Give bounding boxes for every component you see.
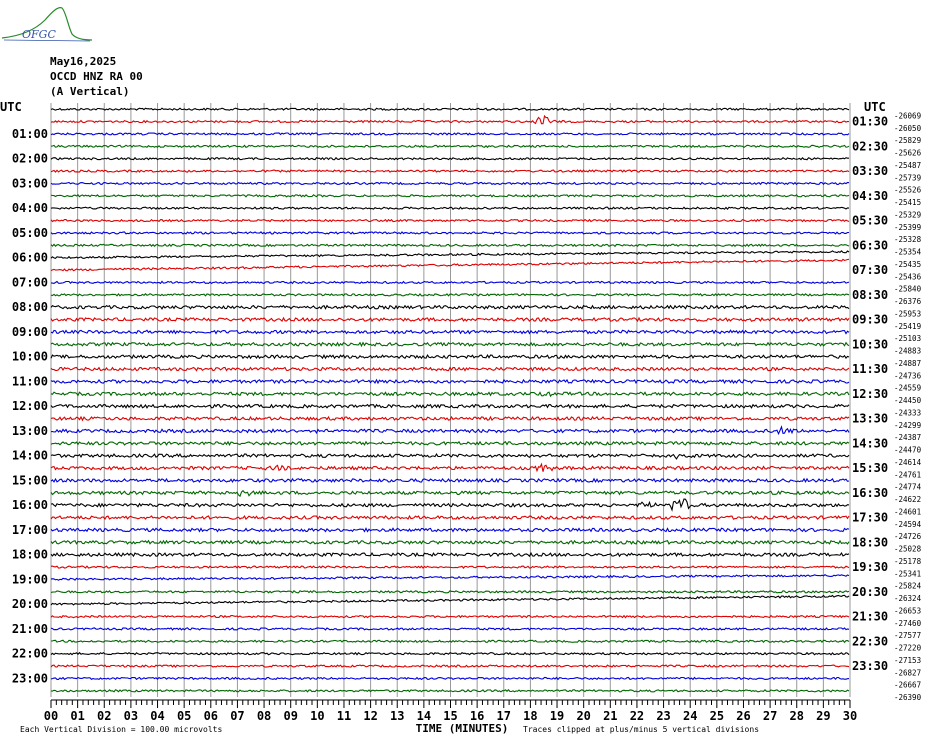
trace-offset-label: -26667 — [894, 680, 922, 690]
right-time-label: 23:30 — [852, 659, 889, 674]
trace-offset-label: -25824 — [894, 581, 922, 591]
right-time-label: 17:30 — [852, 510, 889, 525]
left-time-label: 08:00 — [11, 300, 48, 315]
right-time-label: 10:30 — [852, 337, 889, 352]
right-time-label: 03:30 — [852, 164, 889, 179]
left-time-label: 16:00 — [11, 498, 48, 513]
right-time-label: 19:30 — [852, 560, 889, 575]
left-time-label: 18:00 — [11, 547, 48, 562]
trace-offset-label: -24450 — [894, 396, 922, 405]
trace-offset-label: -26653 — [894, 606, 922, 616]
x-tick-label: 03 — [123, 709, 139, 723]
x-tick-label: 08 — [256, 709, 272, 723]
left-time-label: 19:00 — [11, 572, 48, 587]
left-time-label: 01:00 — [11, 126, 48, 141]
right-time-label: 11:30 — [852, 362, 889, 377]
left-time-label: 04:00 — [11, 201, 48, 216]
x-tick-label: 18 — [523, 709, 538, 723]
right-time-label: 04:30 — [852, 188, 889, 203]
left-time-label: 15:00 — [11, 473, 48, 488]
right-time-label: 13:30 — [852, 411, 889, 426]
trace-offset-label: -24883 — [894, 346, 922, 356]
left-time-label: 11:00 — [11, 374, 48, 389]
grid — [51, 103, 850, 708]
x-tick-label: 14 — [416, 709, 432, 723]
trace-offset-label: -25829 — [894, 136, 922, 146]
x-tick-label: 02 — [97, 709, 112, 723]
component-label: (A Vertical) — [50, 85, 130, 98]
trace-offset-label: -24736 — [894, 371, 922, 381]
right-time-label: 05:30 — [852, 213, 889, 228]
left-time-label: 14:00 — [11, 448, 48, 463]
trace-offset-label: -24726 — [894, 532, 922, 542]
trace-offset-label: -25840 — [894, 284, 922, 294]
footer-clip-note: Traces clipped at plus/minus 5 vertical divisions — [523, 725, 760, 734]
x-tick-label: 25 — [709, 709, 725, 723]
trace-offset-label: -25435 — [894, 259, 922, 269]
x-tick-label: 20 — [576, 709, 591, 723]
trace-offset-label: -26069 — [894, 111, 922, 121]
trace-offset-label: -27460 — [894, 618, 922, 628]
x-tick-label: 05 — [176, 709, 192, 723]
left-time-label: 22:00 — [11, 646, 48, 661]
left-time-label: 17:00 — [11, 522, 48, 537]
x-tick-label: 13 — [390, 709, 405, 723]
right-time-label: 12:30 — [852, 386, 889, 401]
logo-text: OFGC — [22, 28, 56, 41]
x-tick-label: 28 — [789, 709, 804, 723]
trace-offset-label: -27577 — [894, 631, 922, 641]
left-time-label: 23:00 — [11, 671, 48, 686]
x-tick-label: 06 — [203, 709, 219, 723]
x-tick-label: 29 — [816, 709, 831, 723]
right-time-label: 20:30 — [852, 584, 889, 599]
left-time-label: 10:00 — [11, 349, 48, 364]
trace-offset-label: -24614 — [894, 457, 922, 467]
trace-offset-label: -25103 — [894, 334, 922, 344]
x-tick-label: 04 — [150, 709, 165, 723]
trace-offset-label: -25178 — [894, 556, 922, 566]
x-tick-label: 16 — [469, 709, 485, 723]
left-axis-title: UTC — [0, 100, 22, 114]
trace-offset-label: -24622 — [894, 495, 922, 504]
trace-offset-label: -26050 — [894, 123, 922, 133]
trace-offset-label: -25354 — [894, 247, 922, 257]
x-tick-label: 00 — [43, 709, 59, 723]
right-time-label: 02:30 — [852, 139, 889, 154]
trace-offset-label: -27220 — [894, 643, 922, 653]
trace-offset-label: -24470 — [894, 445, 922, 455]
trace-offset-label: -25626 — [894, 148, 922, 158]
right-time-label: 16:30 — [852, 485, 889, 500]
date-label: May16,2025 — [50, 55, 117, 68]
trace-offset-label: -25028 — [894, 544, 922, 554]
x-tick-label: 19 — [549, 709, 565, 723]
left-time-label: 02:00 — [11, 151, 48, 166]
right-time-label: 22:30 — [852, 634, 889, 649]
trace-offset-label: -25399 — [894, 222, 922, 232]
right-time-label: 18:30 — [852, 535, 889, 550]
left-time-label: 20:00 — [11, 597, 48, 612]
trace-offset-label: -24333 — [894, 408, 922, 418]
x-tick-label: 27 — [762, 709, 778, 723]
right-time-label: 01:30 — [852, 114, 889, 129]
x-axis-title: TIME (MINUTES) — [415, 722, 509, 735]
x-tick-label: 26 — [736, 709, 751, 723]
x-tick-label: 30 — [842, 709, 858, 723]
station-label: OCCD HNZ RA 00 — [50, 70, 143, 83]
trace-offset-label: -26827 — [894, 668, 922, 678]
right-time-label: 07:30 — [852, 263, 889, 278]
trace-offset-label: -24594 — [894, 519, 922, 529]
left-time-label: 07:00 — [11, 275, 48, 290]
trace-offset-label: -25953 — [894, 309, 922, 319]
trace-offset-label: -24601 — [894, 507, 922, 517]
trace-offset-label: -24887 — [894, 358, 922, 368]
x-tick-label: 21 — [603, 709, 618, 723]
left-time-label: 13:00 — [11, 423, 48, 438]
trace-offset-label: -24774 — [894, 482, 922, 492]
x-tick-label: 11 — [336, 709, 352, 723]
trace-offset-label: -24387 — [894, 433, 922, 443]
trace-offset-label: -25329 — [894, 210, 922, 220]
trace-offset-label: -25526 — [894, 185, 922, 195]
trace-offset-label: -26376 — [894, 297, 922, 306]
trace-offset-label: -27153 — [894, 655, 922, 665]
trace-offset-label: -26324 — [894, 594, 922, 603]
right-time-label: 09:30 — [852, 312, 889, 327]
left-time-label: 12:00 — [11, 399, 48, 414]
trace-offset-label: -25419 — [894, 321, 922, 331]
footer-scale-note: Each Vertical Division = 100.00 microvolts — [20, 725, 223, 734]
left-time-label: 09:00 — [11, 324, 48, 339]
right-time-label: 08:30 — [852, 287, 889, 302]
x-tick-label: 09 — [283, 709, 298, 723]
left-time-label: 05:00 — [11, 225, 48, 240]
x-tick-label: 24 — [682, 709, 698, 723]
trace-offset-label: -25415 — [894, 198, 922, 207]
trace-offset-label: -24761 — [894, 470, 922, 480]
trace-offset-label: -25739 — [894, 173, 922, 183]
right-time-label: 14:30 — [852, 436, 889, 451]
x-tick-label: 23 — [656, 709, 671, 723]
x-tick-label: 22 — [629, 709, 645, 723]
x-tick-label: 12 — [363, 709, 378, 723]
trace-offset-label: -25341 — [894, 569, 922, 579]
x-tick-label: 17 — [496, 709, 511, 723]
right-time-label: 21:30 — [852, 609, 889, 624]
x-tick-label: 10 — [310, 709, 325, 723]
right-time-label: 15:30 — [852, 461, 889, 476]
trace-offset-label: -25436 — [894, 272, 922, 282]
x-tick-label: 15 — [443, 709, 458, 723]
trace-offset-label: -25487 — [894, 160, 922, 170]
left-time-label: 06:00 — [11, 250, 48, 265]
right-time-label: 06:30 — [852, 238, 889, 253]
trace-offset-label: -25328 — [894, 235, 922, 245]
right-axis-title: UTC — [864, 100, 886, 114]
left-time-label: 21:00 — [11, 621, 48, 636]
trace-offset-label: -24299 — [894, 420, 922, 430]
trace-offset-label: -24559 — [894, 383, 922, 393]
left-time-label: 03:00 — [11, 176, 48, 191]
x-tick-label: 01 — [70, 709, 85, 723]
trace-offset-label: -26390 — [894, 693, 922, 702]
x-tick-label: 07 — [230, 709, 245, 723]
